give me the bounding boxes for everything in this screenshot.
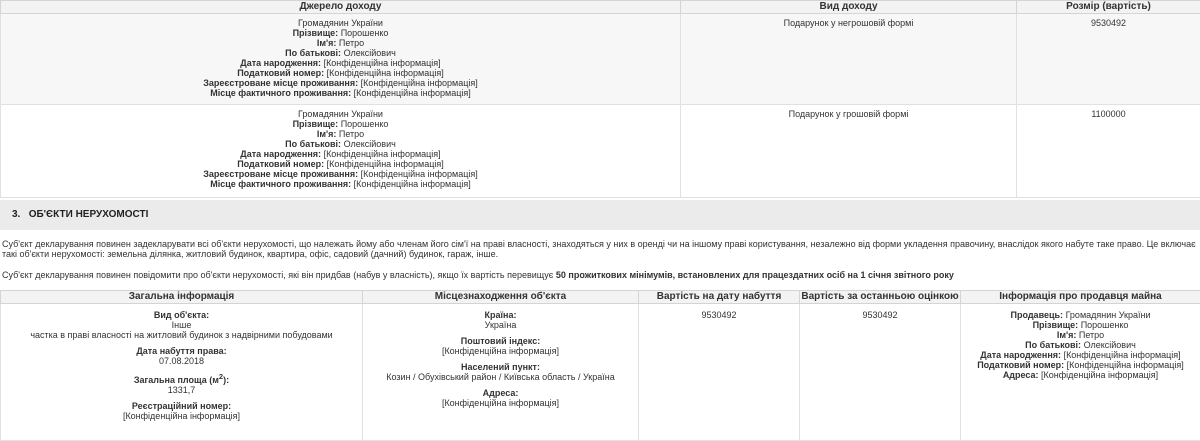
header-value-acquired: Вартість на дату набуття bbox=[639, 291, 800, 304]
header-value-last: Вартість за останньою оцінкою bbox=[800, 291, 961, 304]
source-title: Громадянин України bbox=[1, 18, 680, 28]
section-title: ОБ'ЄКТИ НЕРУХОМОСТІ bbox=[29, 209, 149, 220]
income-kind-cell: Подарунок у грошовій формі bbox=[681, 105, 1017, 198]
income-table bbox=[0, 0, 1200, 198]
value-acquired-cell: 9530492 bbox=[639, 304, 800, 441]
real-estate-intro-paragraph: Суб'єкт декларування повинен задекларувати всі об'єкти нерухомості, що належать йому або членам його сім'ї на праві власності, знаходяться у них в оренді чи на іншому праві користування, незалежно від форми укладення правочину, внаслідок якого набуте таке право. Це включає такі об'єкти нерухомості: земельна ділянка, житловий будинок, квартира, офіс, садовий (дачний) будинок, гараж, інше. bbox=[2, 239, 1198, 259]
income-source-cell: Громадянин України Прізвище: Порошенко Ім'я: Петро По батькові: Олексійович Дата народження: [Конфіденційна інформація] Податковий номер: [Конфіденційна інформація] Зареєстроване місце проживання: [Конфіденційна інформація] Місце фактичного проживання: [Конфіденційна інформація] bbox=[1, 14, 681, 105]
header-income-amount: Розмір (вартість) bbox=[1017, 1, 1200, 14]
header-location: Місцезнаходження об'єкта bbox=[363, 291, 639, 304]
real-estate-row bbox=[1, 304, 1200, 441]
general-info-cell: Вид об'єкта: Інше частка в праві власності на житловий будинок з надвірними побудовами Дата набуття права: 07.08.2018 Загальна площа $(м^2)$: 1331,7 Реєстраційний номер: [Конфіденційна інформація] bbox=[1, 304, 363, 441]
income-source-cell: Громадянин України Прізвище: Порошенко Ім'я: Петро По батькові: Олексійович Дата народження: [Конфіденційна інформація] Податковий номер: [Конфіденційна інформація] Зареєстроване місце проживання: [Конфіденційна інформація] Місце фактичного проживання: [Конфіденційна інформація] bbox=[1, 105, 681, 198]
income-kind-cell: Подарунок у негрошовій формі bbox=[681, 14, 1017, 105]
income-header-row bbox=[1, 1, 1200, 14]
seller-info-cell: Продавець: Громадянин України Прізвище: Порошенко Ім'я: Петро По батькові: Олексійович Дата народження: [Конфіденційна інформація] Податковий номер: [Конфіденційна інформація] Адреса: [Конфіденційна інформація] bbox=[961, 304, 1200, 441]
source-title: Громадянин України bbox=[1, 109, 680, 119]
header-income-source: Джерело доходу bbox=[1, 1, 681, 14]
header-general-info: Загальна інформація bbox=[1, 291, 363, 304]
header-income-kind: Вид доходу bbox=[681, 1, 1017, 14]
income-row bbox=[1, 105, 1200, 198]
header-seller-info: Інформація про продавця майна bbox=[961, 291, 1200, 304]
section-number: 3. bbox=[0, 209, 20, 220]
income-amount-cell: 9530492 bbox=[1017, 14, 1200, 105]
section-header-real-estate bbox=[0, 200, 1200, 230]
income-amount-cell: 1100000 bbox=[1017, 105, 1200, 198]
real-estate-threshold-paragraph: Суб'єкт декларування повинен повідомити про об'єкти нерухомості, які він придбав (набув у власність), якщо їх вартість перевищує 50 прожиткових мінімумів, встановлених для працездатних осіб на 1 січня звітного року bbox=[2, 270, 1198, 280]
value-last-cell: 9530492 bbox=[800, 304, 961, 441]
location-cell: Країна: Україна Поштовий індекс: [Конфіденційна інформація] Населений пункт: Козин / Обухівський район / Київська область / Україна Адреса: [Конфіденційна інформація] bbox=[363, 304, 639, 441]
real-estate-table bbox=[0, 290, 1200, 441]
real-estate-header-row bbox=[1, 291, 1200, 304]
income-row bbox=[1, 14, 1200, 105]
